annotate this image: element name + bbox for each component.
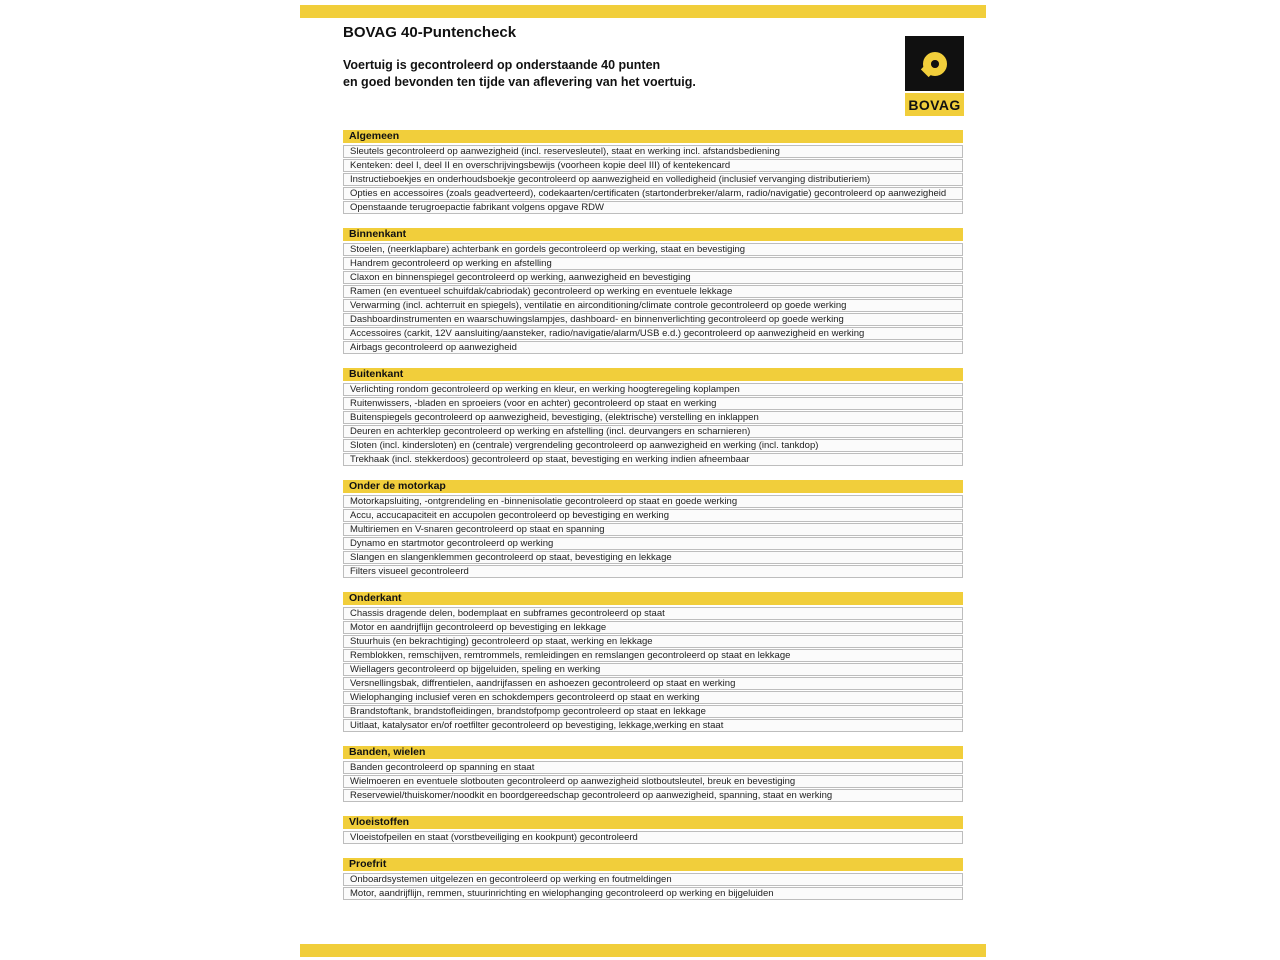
checklist-item: Verlichting rondom gecontroleerd op werking en kleur, en werking hoogteregeling koplampen <box>343 383 963 396</box>
section-header: Algemeen <box>343 130 963 143</box>
section-header: Onderkant <box>343 592 963 605</box>
page-subtitle <box>343 57 696 91</box>
bovag-target-icon <box>923 52 947 76</box>
checklist-item: Brandstoftank, brandstofleidingen, brandstofpomp gecontroleerd op staat en lekkage <box>343 705 963 718</box>
checklist-item: Wielophanging inclusief veren en schokdempers gecontroleerd op staat en werking <box>343 691 963 704</box>
checklist-item: Sloten (incl. kindersloten) en (centrale) vergrendeling gecontroleerd op aanwezigheid en werking (incl. tankdop) <box>343 439 963 452</box>
checklist-item: Motor en aandrijflijn gecontroleerd op bevestiging en lekkage <box>343 621 963 634</box>
checklist-item: Deuren en achterklep gecontroleerd op werking en afstelling (incl. deurvangers en scharnieren) <box>343 425 963 438</box>
page-subtitle-line1: Voertuig is gecontroleerd op onderstaande 40 punten <box>343 58 661 72</box>
checklist-item: Filters visueel gecontroleerd <box>343 565 963 578</box>
checklist-item: Stuurhuis (en bekrachtiging) gecontroleerd op staat, werking en lekkage <box>343 635 963 648</box>
checklist-item: Dashboardinstrumenten en waarschuwingslampjes, dashboard- en binnenverlichting gecontroleerd op goede werking <box>343 313 963 326</box>
checklist-section <box>343 746 963 802</box>
checklist-item: Instructieboekjes en onderhoudsboekje gecontroleerd op aanwezigheid en volledigheid (inclusief vervanging distributieriem) <box>343 173 963 186</box>
checklist-item: Ramen (en eventueel schuifdak/cabriodak) gecontroleerd op werking en eventuele lekkage <box>343 285 963 298</box>
checklist-item: Stoelen, (neerklapbare) achterbank en gordels gecontroleerd op werking, staat en bevestiging <box>343 243 963 256</box>
checklist-item: Onboardsystemen uitgelezen en gecontroleerd op werking en foutmeldingen <box>343 873 963 886</box>
checklist-section <box>343 228 963 354</box>
checklist-item: Motorkapsluiting, -ontgrendeling en -binnenisolatie gecontroleerd op staat en goede werking <box>343 495 963 508</box>
checklist-item: Claxon en binnenspiegel gecontroleerd op werking, aanwezigheid en bevestiging <box>343 271 963 284</box>
checklist-item: Wielmoeren en eventuele slotbouten gecontroleerd op aanwezigheid slotboutsleutel, breuk en bevestiging <box>343 775 963 788</box>
checklist-item: Chassis dragende delen, bodemplaat en subframes gecontroleerd op staat <box>343 607 963 620</box>
bovag-logo-mark <box>905 36 964 91</box>
checklist-item: Banden gecontroleerd op spanning en staat <box>343 761 963 774</box>
bovag-logo <box>905 36 964 116</box>
checklist <box>343 130 963 914</box>
page-title: BOVAG 40-Puntencheck <box>343 24 517 41</box>
checklist-item: Wiellagers gecontroleerd op bijgeluiden, speling en werking <box>343 663 963 676</box>
bovag-logo-wordmark: BOVAG <box>905 93 964 116</box>
checklist-item: Openstaande terugroepactie fabrikant volgens opgave RDW <box>343 201 963 214</box>
checklist-section <box>343 368 963 466</box>
checklist-item: Reservewiel/thuiskomer/noodkit en boordgereedschap gecontroleerd op aanwezigheid, spanning, staat en werking <box>343 789 963 802</box>
checklist-item: Buitenspiegels gecontroleerd op aanwezigheid, bevestiging, (elektrische) verstelling en inklappen <box>343 411 963 424</box>
checklist-item: Dynamo en startmotor gecontroleerd op werking <box>343 537 963 550</box>
checklist-section <box>343 130 963 214</box>
checklist-section <box>343 480 963 578</box>
section-header: Proefrit <box>343 858 963 871</box>
section-header: Buitenkant <box>343 368 963 381</box>
checklist-item: Slangen en slangenklemmen gecontroleerd op staat, bevestiging en lekkage <box>343 551 963 564</box>
checklist-item: Ruitenwissers, -bladen en sproeiers (voor en achter) gecontroleerd op staat en werking <box>343 397 963 410</box>
page-subtitle-line2: en goed bevonden ten tijde van aflevering van het voertuig. <box>343 75 696 89</box>
checklist-item: Uitlaat, katalysator en/of roetfilter gecontroleerd op bevestiging, lekkage,werking en staat <box>343 719 963 732</box>
section-header: Onder de motorkap <box>343 480 963 493</box>
checklist-item: Remblokken, remschijven, remtrommels, remleidingen en remslangen gecontroleerd op staat en lekkage <box>343 649 963 662</box>
checklist-section <box>343 816 963 844</box>
bottom-accent-bar <box>300 944 986 957</box>
checklist-item: Sleutels gecontroleerd op aanwezigheid (incl. reservesleutel), staat en werking incl. afstandsbediening <box>343 145 963 158</box>
section-header: Binnenkant <box>343 228 963 241</box>
checklist-section <box>343 858 963 900</box>
bovag-target-center-dot <box>931 60 939 68</box>
checklist-item: Accessoires (carkit, 12V aansluiting/aansteker, radio/navigatie/alarm/USB e.d.) gecontroleerd op aanwezigheid en werking <box>343 327 963 340</box>
checklist-item: Kenteken: deel I, deel II en overschrijvingsbewijs (voorheen kopie deel III) of kentekencard <box>343 159 963 172</box>
checklist-item: Airbags gecontroleerd op aanwezigheid <box>343 341 963 354</box>
checklist-section <box>343 592 963 732</box>
checklist-item: Accu, accucapaciteit en accupolen gecontroleerd op bevestiging en werking <box>343 509 963 522</box>
checklist-item: Motor, aandrijflijn, remmen, stuurinrichting en wielophanging gecontroleerd op werking en bijgeluiden <box>343 887 963 900</box>
section-header: Vloeistoffen <box>343 816 963 829</box>
checklist-item: Vloeistofpeilen en staat (vorstbeveiliging en kookpunt) gecontroleerd <box>343 831 963 844</box>
checklist-item: Versnellingsbak, diffrentielen, aandrijfassen en ashoezen gecontroleerd op staat en werking <box>343 677 963 690</box>
checklist-item: Verwarming (incl. achterruit en spiegels), ventilatie en airconditioning/climate controle gecontroleerd op goede werking <box>343 299 963 312</box>
checklist-item: Multiriemen en V-snaren gecontroleerd op staat en spanning <box>343 523 963 536</box>
section-header: Banden, wielen <box>343 746 963 759</box>
checklist-item: Trekhaak (incl. stekkerdoos) gecontroleerd op staat, bevestiging en werking indien afneembaar <box>343 453 963 466</box>
checklist-item: Handrem gecontroleerd op werking en afstelling <box>343 257 963 270</box>
checklist-item: Opties en accessoires (zoals geadverteerd), codekaarten/certificaten (startonderbreker/alarm, radio/navigatie) gecontroleerd op aanwezigheid <box>343 187 963 200</box>
top-accent-bar <box>300 5 986 18</box>
